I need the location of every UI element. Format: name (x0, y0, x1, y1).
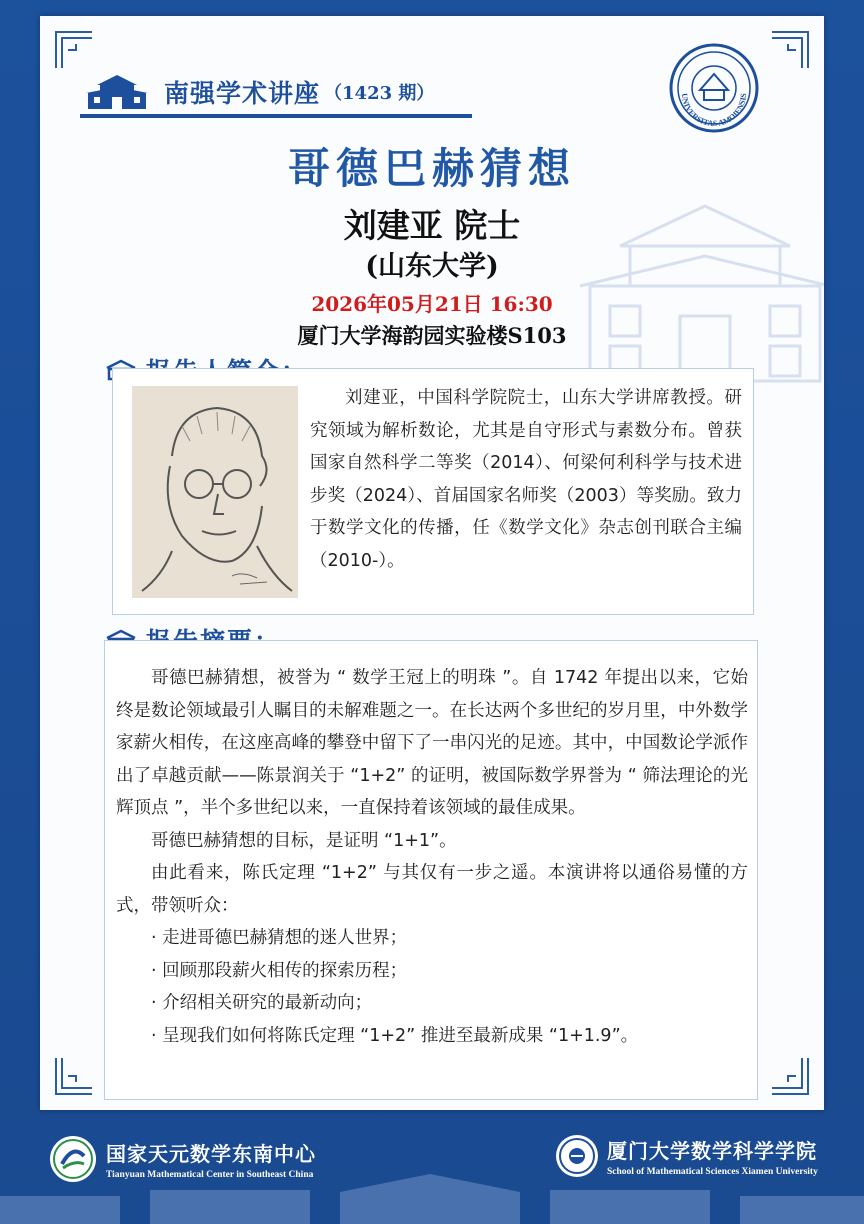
bio-text: 刘建亚，中国科学院院士，山东大学讲席教授。研究领域为解析数论，尤其是自守形式与素数分布。曾获国家自然科学二等奖（2014）、何梁何利科学与技术进步奖（2024）、首届国家名师奖（2003）等奖励。致力于数学文化的传播，任《数学文化》杂志创刊联合主编（2010-）。 (310, 388, 742, 571)
abstract-bullet: · 回顾那段薪火相传的探索历程； (151, 960, 408, 981)
talk-time: 2026年05月21日 16:30 (311, 292, 553, 316)
lecture-series-title: 南强学术讲座 (164, 79, 321, 108)
math-school-name-en: School of Mathematical Sciences Xiamen University (607, 1167, 818, 1177)
corner-ornament-icon (770, 1056, 810, 1096)
corner-ornament-icon (54, 1056, 94, 1096)
talk-title: 哥德巴赫猜想 (287, 144, 576, 193)
header-divider (80, 114, 472, 118)
abstract-body (116, 662, 748, 1052)
abstract-bullet: · 走进哥德巴赫猜想的迷人世界； (151, 928, 408, 948)
math-school-logo-icon (555, 1134, 599, 1178)
xiamen-university-seal-icon (668, 42, 760, 134)
speaker-portrait-sketch (132, 386, 298, 598)
poster-paper (40, 16, 824, 1110)
lecture-issue-number: （1423 期） (324, 83, 435, 104)
speaker-name: 刘建亚 院士 (343, 206, 521, 245)
tianyuan-center-name: 国家天元数学东南中心 (106, 1142, 316, 1166)
abstract-bullet: · 呈现我们如何将陈氏定理 “1+2” 推进至最新成果 “1+1.9”。 (151, 1025, 639, 1046)
university-building-icon (82, 73, 152, 111)
tianyuan-logo-icon (48, 1134, 98, 1184)
lecture-series-header (82, 68, 434, 116)
abstract-paragraph: 由此看来，陈氏定理 “1+2” 与其仅有一步之遥。本演讲将以通俗易懂的方式，带领听众： (116, 863, 748, 916)
abstract-paragraph: 哥德巴赫猜想的目标，是证明 “1+1”。 (151, 830, 457, 851)
abstract-bullet: · 介绍相关研究的最新动向； (151, 993, 373, 1013)
corner-ornament-icon (54, 30, 94, 70)
talk-venue: 厦门大学海韵园实验楼S103 (297, 323, 567, 348)
abstract-paragraph: 哥德巴赫猜想，被誉为 “ 数学王冠上的明珠 ”。自 1742 年提出以来，它始终是数论领域最引人瞩目的未解难题之一。在长达两个多世纪的岁月里，中外数学家薪火相传，在这座高峰的攀登中留下了一串闪光的足迹。其中，中国数论学派作出了卓越贡献——陈景润关于 “1+2” 的证明，被国际数学界誉为 “ 筛法理论的光辉顶点 ”，半个多世纪以来，一直保持着该领域的最佳成果。 (116, 668, 748, 818)
math-school-logo (555, 1134, 818, 1178)
tianyuan-center-logo (48, 1134, 316, 1184)
seal-text: UNIVERSITAS AMOIENSIS (679, 92, 749, 129)
speaker-affiliation: (山东大学) (365, 251, 499, 282)
math-school-name: 厦门大学数学科学学院 (607, 1139, 817, 1163)
corner-ornament-icon (770, 30, 810, 70)
footer (0, 1124, 864, 1224)
tianyuan-center-name-en: Tianyuan Mathematical Center in Southeast China (106, 1170, 314, 1180)
